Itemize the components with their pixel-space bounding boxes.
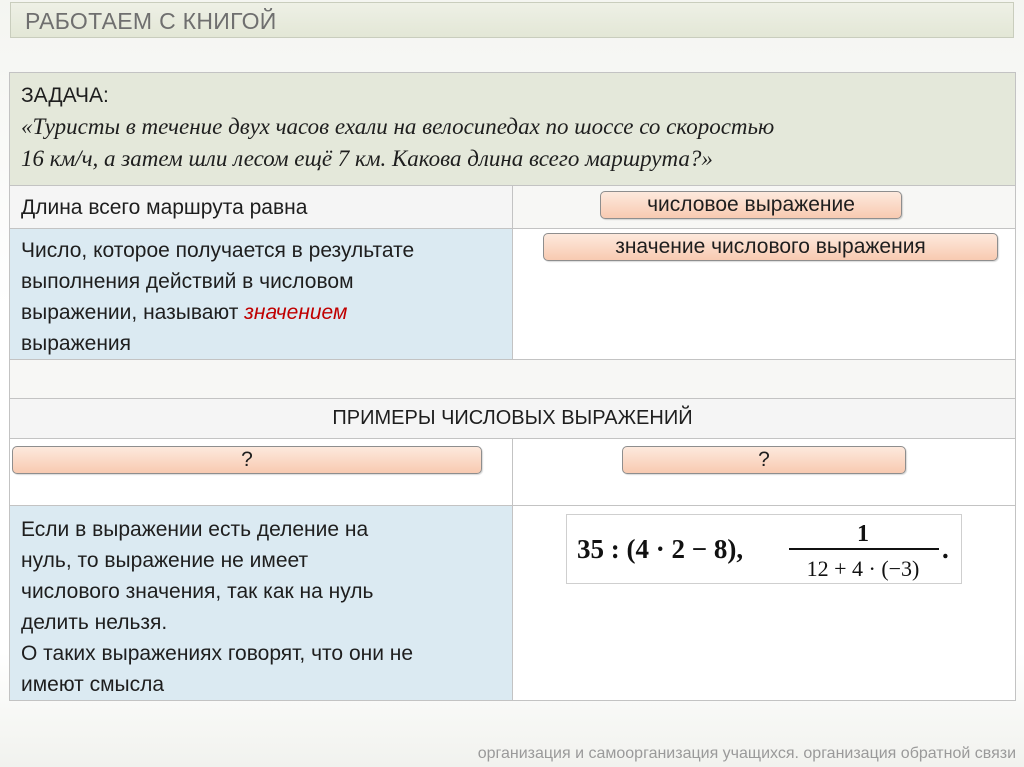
math-terminator: . bbox=[942, 534, 949, 564]
slide-header bbox=[10, 2, 1014, 38]
definition-line: выполнения действий в числовом bbox=[21, 270, 354, 293]
task-text-line2: 16 км/ч, а затем шли лесом ещё 7 км. Какова длина всего маршрута?» bbox=[21, 146, 713, 171]
fraction-denominator: 12 + 4 · (−3) bbox=[806, 556, 920, 581]
definition-prefix: выражении, называют bbox=[21, 301, 245, 324]
definition-line: выражения bbox=[21, 332, 132, 355]
expression-value-pill[interactable]: значение числового выражения bbox=[543, 233, 998, 261]
rule-line: имеют смысла bbox=[21, 673, 165, 696]
definition-line bbox=[21, 297, 504, 328]
numeric-expression-pill[interactable]: числовое выражение bbox=[600, 191, 902, 219]
rule-line: Если в выражении есть деление на bbox=[21, 518, 369, 541]
task-label: ЗАДАЧА: bbox=[21, 84, 109, 107]
rule-line: О таких выражениях говорят, что они не bbox=[21, 642, 414, 665]
spacer-row bbox=[10, 360, 1016, 399]
fraction-numerator: 1 bbox=[857, 521, 869, 547]
task-cell bbox=[10, 73, 1016, 186]
example-question-right[interactable]: ? bbox=[622, 446, 906, 474]
slide-title: РАБОТАЕМ С КНИГОЙ bbox=[25, 8, 277, 34]
task-text-line1: «Туристы в течение двух часов ехали на велосипедах по шоссе со скоростью bbox=[21, 114, 775, 139]
rule-line: нуль, то выражение не имеет bbox=[21, 549, 309, 572]
definition-line: Число, которое получается в результате bbox=[21, 239, 415, 262]
route-length-text: Длина всего маршрута равна bbox=[21, 196, 308, 219]
examples-heading: ПРИМЕРЫ ЧИСЛОВЫХ ВЫРАЖЕНИЙ bbox=[10, 399, 1016, 439]
math-expression-1: 35 : (4 · 2 − 8), bbox=[577, 534, 744, 564]
value-definition-cell bbox=[10, 229, 513, 360]
math-expressions-image bbox=[566, 514, 962, 584]
definition-highlight: значением bbox=[244, 301, 348, 324]
division-rule-cell bbox=[10, 506, 513, 701]
rule-line: числового значения, так как на нуль bbox=[21, 580, 374, 603]
lesson-table bbox=[9, 72, 1016, 701]
math-svg bbox=[567, 515, 963, 585]
route-length-cell bbox=[10, 186, 513, 229]
slide-footer: организация и самоорганизация учащихся. организация обратной связи bbox=[477, 745, 1016, 762]
example-question-left[interactable]: ? bbox=[12, 446, 482, 474]
rule-line: делить нельзя. bbox=[21, 611, 168, 634]
